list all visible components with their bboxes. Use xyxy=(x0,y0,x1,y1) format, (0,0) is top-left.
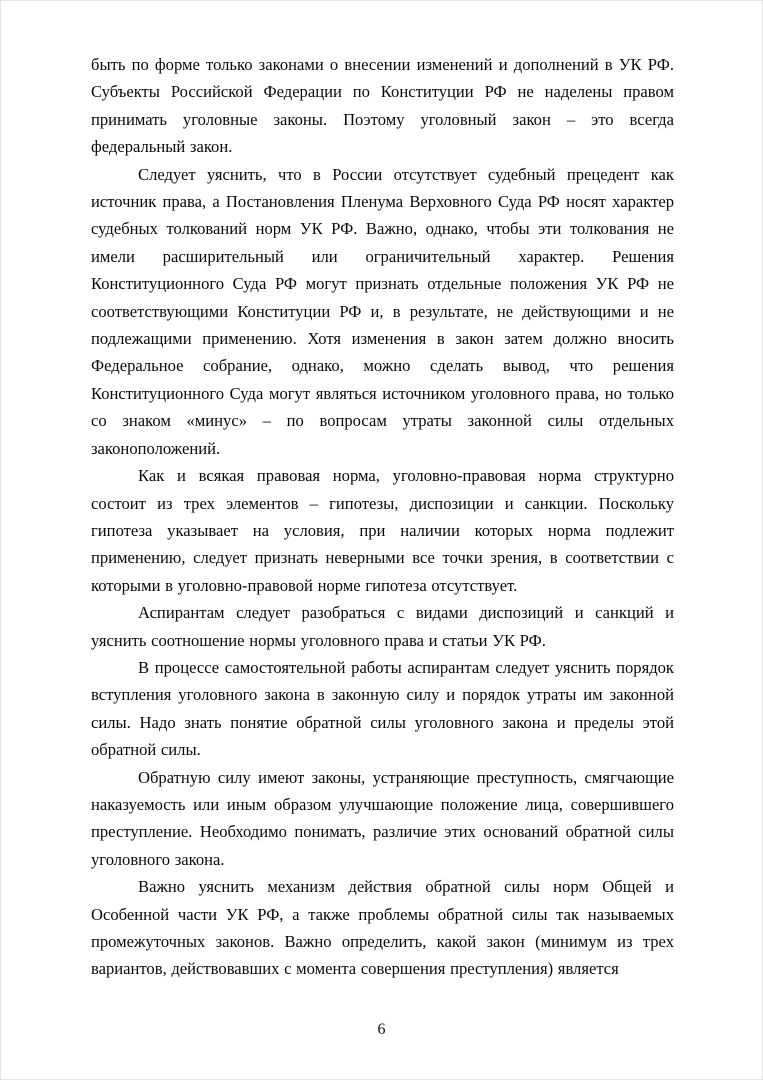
paragraph: Как и всякая правовая норма, уголовно-правовая норма структурно состоит из трех элементов – гипотезы, диспозиции и санкции. Поскольку гипотеза указывает на условия, при наличии которых норма подлежит применению, следует признать неверными все точки зрения, в соответствии с которыми в уголовно-правовой норме гипотеза отсутствует. xyxy=(91,466,674,595)
paragraph: В процессе самостоятельной работы аспирантам следует уяснить порядок вступления уголовного закона в законную силу и порядок утраты им законной силы. Надо знать понятие обратной силы уголовного закона и пределы этой обратной силы. xyxy=(91,657,674,760)
paragraph: Следует уяснить, что в России отсутствует судебный прецедент как источник права, а Постановления Пленума Верховного Суда РФ носят характер судебных толкований норм УК РФ. Важно, однако, чтобы эти толкования не имели расширительный или ограничительный характер. Решения Конституционного Суда РФ могут признать отдельные положения УК РФ не соответствующими Конституции РФ и, в результате, не действующими и не подлежащими применению. Хотя изменения в закон затем должно вносить Федеральное собрание, однако, можно сделать вывод, что решения Конституционного Суда могут являться источником уголовного права, но только со знаком «минус» – по вопросам утраты законной силы отдельных законоположений. xyxy=(91,164,674,458)
paragraph: быть по форме только законами о внесении изменений и дополнений в УК РФ. Субъекты Российской Федерации по Конституции РФ не наделены правом принимать уголовные законы. Поэтому уголовный закон – это всегда федеральный закон. xyxy=(91,55,674,157)
paragraph: Обратную силу имеют законы, устраняющие преступность, смягчающие наказуемость или иным образом улучшающие положение лица, совершившего преступление. Необходимо понимать, различие этих оснований обратной силы уголовного закона. xyxy=(91,767,674,869)
paragraph: Важно уяснить механизм действия обратной силы норм Общей и Особенной части УК РФ, а также проблемы обратной силы так называемых промежуточных законов. Важно определить, какой закон (минимум из трех вариантов, действовавших с момента совершения преступления) является xyxy=(91,877,674,979)
document-text-block xyxy=(91,51,674,983)
page-number: 6 xyxy=(377,1021,386,1038)
paragraph: Аспирантам следует разобраться с видами диспозиций и санкций и уяснить соотношение нормы уголовного права и статьи УК РФ. xyxy=(91,603,674,650)
